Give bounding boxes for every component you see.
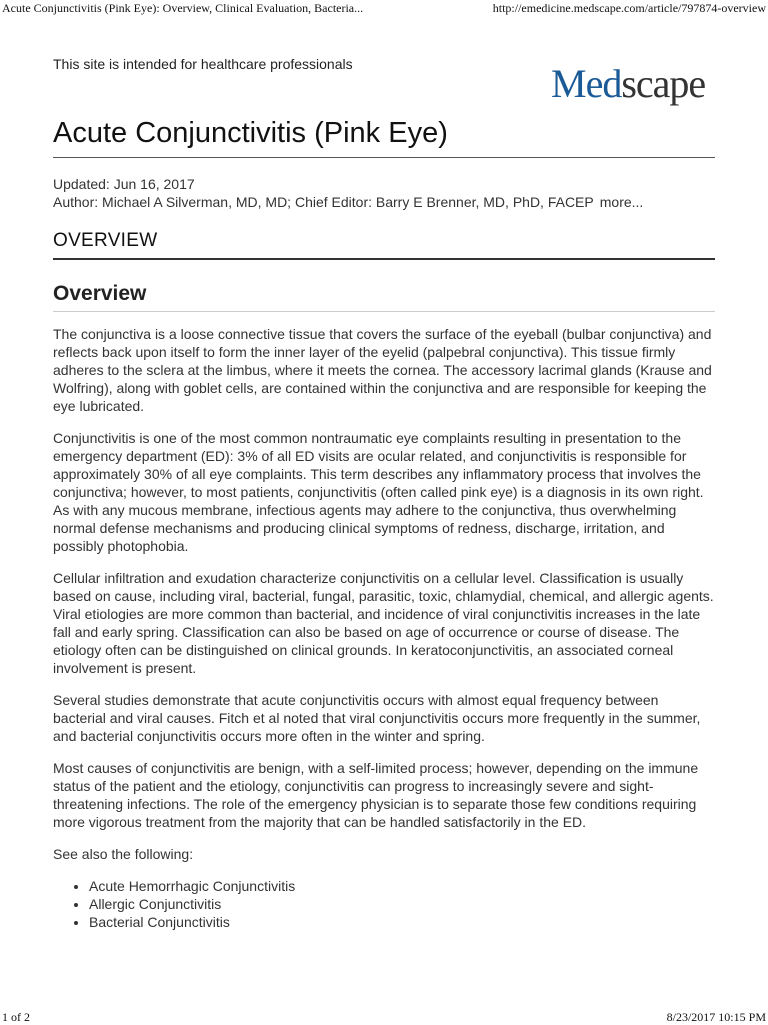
- logo-part-med: Med: [551, 61, 622, 106]
- paragraph: Several studies demonstrate that acute conjunctivitis occurs with almost equal frequency between bacterial and viral causes. Fitch et al noted that viral conjunctivitis occurs more frequently in the summer, and bacterial conjunctivitis occurs more often in the winter and spring.: [53, 692, 701, 744]
- medscape-logo[interactable]: [551, 61, 706, 106]
- section-divider: [53, 258, 715, 260]
- print-header: [0, 1, 768, 15]
- paragraph: The conjunctiva is a loose connective tissue that covers the surface of the eyeball (bulbar conjunctiva) and reflects back upon itself to form the inner layer of the eyelid (palpebral conjunctiva). This tissue firmly adheres to the sclera at the limbus, where it meets the cornea. The accessory lacrimal glands (Krause and Wolfring), along with goblet cells, are contained within the conjunctiva and are responsible for keeping the eye lubricated.: [53, 326, 712, 414]
- see-also-intro: See also the following:: [53, 846, 194, 862]
- professional-notice: This site is intended for healthcare professionals: [53, 56, 353, 72]
- page-title: Acute Conjunctivitis (Pink Eye): [53, 117, 448, 149]
- page-count: 1 of 2: [2, 1010, 30, 1024]
- author-line: [53, 193, 643, 211]
- print-datetime: 8/23/2017 10:15 PM: [666, 1010, 766, 1024]
- paragraph: Most causes of conjunctivitis are benign, with a self-limited process; however, depending on the immune status of the patient and the etiology, conjunctivitis can progress to increasingly severe and sight-threatening infections. The role of the emergency physician is to separate those few conditions requiring more vigorous treatment from the majority that can be handled satisfactorily in the ED.: [53, 760, 699, 830]
- article-body: [53, 325, 715, 931]
- print-header-url[interactable]: http://emedicine.medscape.com/article/797874-overview: [492, 1, 766, 15]
- section-heading: OVERVIEW: [53, 230, 158, 251]
- subsection-divider: [53, 311, 715, 312]
- paragraph: Conjunctivitis is one of the most common nontraumatic eye complaints resulting in presentation to the emergency department (ED): 3% of all ED visits are ocular related, and conjunctivitis is responsible for approximately 30% of all eye complaints. This term describes any inflammatory process that involves the conjunctiva; however, to most patients, conjunctivitis (often called pink eye) is a diagnosis in its own right. As with any mucous membrane, infectious agents may adhere to the conjunctiva, thus overwhelming normal defense mechanisms and producing clinical symptoms of redness, discharge, irritation, and possibly photophobia.: [53, 430, 704, 554]
- print-footer: [0, 1010, 768, 1024]
- subsection-heading: Overview: [53, 282, 147, 305]
- title-divider: [53, 157, 715, 158]
- see-also-list: [53, 877, 715, 931]
- more-link[interactable]: more...: [599, 194, 644, 210]
- see-also-item[interactable]: • Allergic Conjunctivitis: [89, 895, 715, 913]
- article-meta: [53, 175, 643, 211]
- author-text: Author: Michael A Silverman, MD, MD; Chief Editor: Barry E Brenner, MD, PhD, FACEP: [53, 194, 594, 210]
- updated-date: Updated: Jun 16, 2017: [53, 176, 195, 192]
- logo-part-scape: scape: [621, 61, 706, 106]
- print-header-title: Acute Conjunctivitis (Pink Eye): Overview, Clinical Evaluation, Bacteria...: [2, 1, 364, 15]
- paragraph: Cellular infiltration and exudation characterize conjunctivitis on a cellular level. Classification is usually based on cause, including viral, bacterial, fungal, parasitic, toxic, chlamydial, chemical, and allergic agents. Viral etiologies are more common than bacterial, and incidence of viral conjunctivitis increases in the late fall and early spring. Classification can also be based on age of occurrence or course of disease. The etiology often can be distinguished on clinical grounds. In keratoconjunctivitis, an associated corneal involvement is present.: [53, 570, 714, 676]
- see-also-item[interactable]: • Acute Hemorrhagic Conjunctivitis: [89, 877, 715, 895]
- see-also-item[interactable]: • Bacterial Conjunctivitis: [89, 913, 715, 931]
